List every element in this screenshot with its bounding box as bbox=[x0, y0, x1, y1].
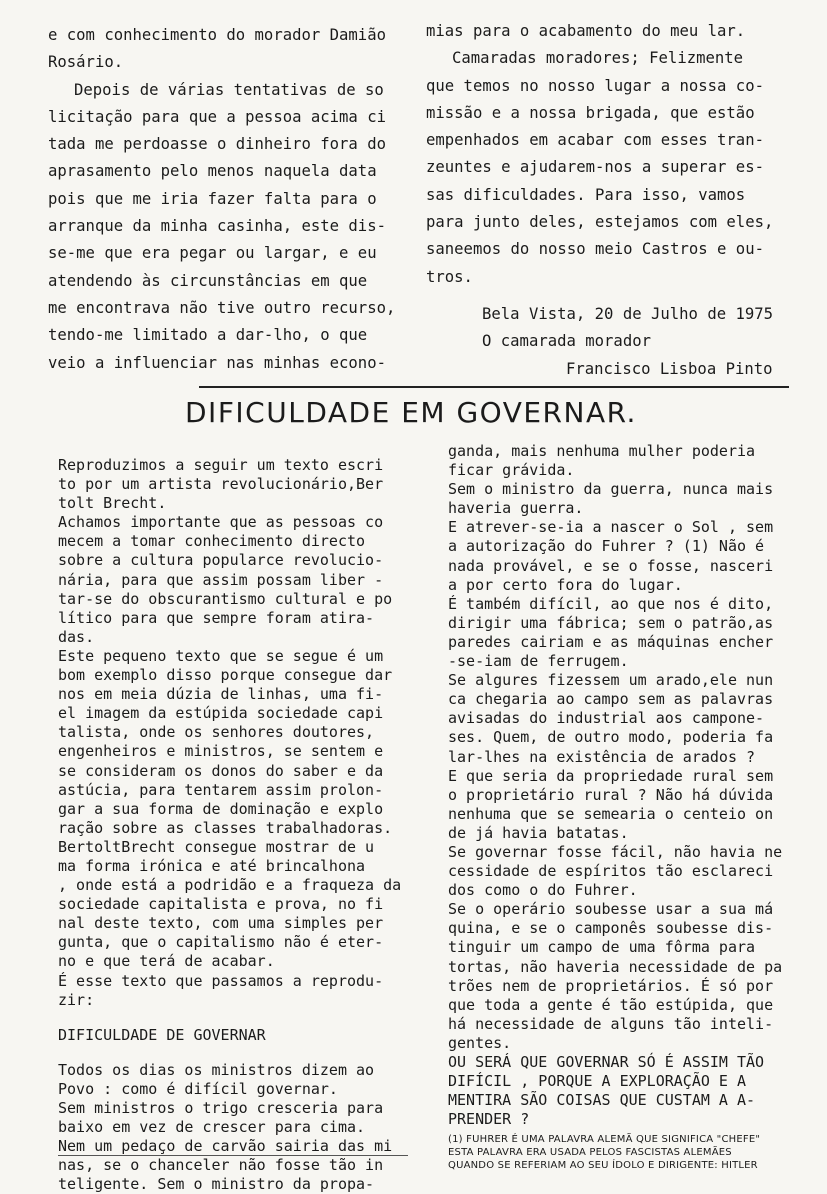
text-line: Se o operário soubesse usar a sua má bbox=[448, 900, 774, 919]
text-line: Se algures fizessem um arado,ele nun bbox=[448, 671, 774, 690]
text-line: ESTA PALAVRA ERA USADA PELOS FASCISTAS ALEMÃES bbox=[448, 1147, 732, 1159]
text-line: nos em meia dúzia de linhas, uma fi- bbox=[58, 685, 384, 704]
text-line: Depois de várias tentativas de so bbox=[74, 80, 384, 99]
text-line: me encontrava não tive outro recurso, bbox=[48, 298, 396, 317]
text-line: ração sobre as classes trabalhadoras. bbox=[58, 818, 393, 837]
text-line: saneemos do nosso meio Castros e ou- bbox=[426, 240, 764, 259]
text-line: que temos no nosso lugar a nossa co- bbox=[426, 76, 764, 95]
text-line: haveria guerra. bbox=[448, 499, 584, 518]
text-line: sobre a cultura popularce revolucio- bbox=[58, 551, 384, 570]
text-line: OU SERÁ QUE GOVERNAR SÓ É ASSIM TÃO bbox=[448, 1053, 765, 1071]
text-line: nária, para que assim possam liber - bbox=[58, 570, 384, 589]
text-line: e com conhecimento do morador Damião bbox=[48, 26, 386, 44]
article-headline: DIFICULDADE EM GOVERNAR. bbox=[185, 396, 637, 429]
text-line: ca chegaria ao campo sem as palavras bbox=[448, 690, 774, 709]
text-line: se consideram os donos do saber e da bbox=[58, 761, 384, 780]
text-line: paredes cairiam e as máquinas encher bbox=[448, 632, 774, 651]
text-line: tar-se do obscurantismo cultural e po bbox=[58, 589, 393, 608]
text-line: É esse texto que passamos a reprodu- bbox=[58, 971, 384, 990]
text-line: talista, onde os senhores doutores, bbox=[58, 723, 375, 742]
text-line: mias para o acabamento do meu lar. bbox=[426, 22, 746, 40]
text-line: Povo : como é difícil governar. bbox=[58, 1079, 338, 1098]
poem-text-right bbox=[448, 442, 808, 1053]
text-line: zeuntes e ajudarem-nos a superar es- bbox=[426, 158, 764, 177]
text-line: ficar grávida. bbox=[448, 461, 575, 480]
text-line: el imagem da estúpida sociedade capi bbox=[58, 704, 384, 723]
text-line: E atrever-se-ia a nascer o Sol , sem bbox=[448, 518, 774, 537]
letter-right-column bbox=[426, 18, 796, 383]
text-line: PRENDER ? bbox=[448, 1110, 530, 1129]
text-line: atendendo às circunstâncias em que bbox=[48, 271, 368, 290]
signer-name: Francisco Lisboa Pinto bbox=[566, 359, 773, 378]
text-line: gunta, que o capitalismo não é eter- bbox=[58, 933, 384, 952]
text-line: MENTIRA SÃO COISAS QUE CUSTAM A A- bbox=[448, 1091, 756, 1110]
text-line: QUANDO SE REFERIAM AO SEU ÍDOLO E DIRIGENTE: HITLER bbox=[448, 1160, 758, 1172]
text-line: lar-lhes na existência de arados ? bbox=[448, 747, 756, 766]
text-line: ses. Quem, de outro modo, poderia fa bbox=[448, 728, 774, 747]
text-line: para junto deles, estejamos com eles, bbox=[426, 213, 774, 232]
text-line: nal deste texto, com uma simples per bbox=[58, 914, 384, 933]
text-line: veio a influenciar nas minhas econo- bbox=[48, 353, 386, 372]
text-line: Sem o ministro da guerra, nunca mais bbox=[448, 480, 774, 499]
article-left-column bbox=[58, 456, 423, 1194]
text-line: de já havia batatas. bbox=[448, 823, 629, 842]
text-line: a por certo fora do lugar. bbox=[448, 575, 683, 594]
bottom-divider bbox=[58, 1155, 408, 1156]
text-line: Todos os dias os ministros dizem ao bbox=[58, 1060, 375, 1079]
text-line: licitação para que a pessoa acima ci bbox=[48, 107, 386, 126]
text-line: se-me que era pegar ou largar, e eu bbox=[48, 244, 377, 263]
text-line: E que seria da propriedade rural sem bbox=[448, 766, 774, 785]
text-line: BertoltBrecht consegue mostrar de u bbox=[58, 837, 375, 856]
text-line: a autorização do Fuhrer ? (1) Não é bbox=[448, 537, 765, 556]
text-line: das. bbox=[58, 627, 95, 646]
intro-paragraph-3 bbox=[58, 647, 423, 972]
text-line: o proprietário rural ? Não há dúvida bbox=[448, 785, 774, 804]
footnote bbox=[448, 1133, 808, 1172]
poem-text-left bbox=[58, 1061, 423, 1194]
text-line: engenheiros e ministros, se sentem e bbox=[58, 742, 384, 761]
text-line: tolt Brecht. bbox=[58, 494, 167, 513]
text-line: quina, e se o camponês soubesse dis- bbox=[448, 919, 774, 938]
text-line: mecem a tomar conhecimento directo bbox=[58, 532, 366, 551]
text-line: É também difícil, ao que nos é dito, bbox=[448, 594, 774, 613]
text-line: há necessidade de alguns tão inteli- bbox=[448, 1014, 774, 1033]
text-line: que toda a gente é tão estúpida, que bbox=[448, 995, 774, 1014]
letter-right-text bbox=[426, 18, 796, 291]
article-right-column bbox=[448, 442, 808, 1172]
text-line: avisadas do industrial aos campone- bbox=[448, 709, 765, 728]
text-line: ma forma irónica e até brincalhona bbox=[58, 856, 366, 875]
text-line: baixo em vez de crescer para cima. bbox=[58, 1118, 366, 1137]
poem-subheading: DIFICULDADE DE GOVERNAR bbox=[58, 1025, 266, 1044]
text-line: Nem um pedaço de carvão sairia das mi bbox=[58, 1137, 393, 1156]
text-line: aprasamento pelo menos naquela data bbox=[48, 162, 377, 181]
text-line: Reproduzimos a seguir um texto escri bbox=[58, 456, 384, 474]
text-line: zir: bbox=[58, 990, 95, 1009]
text-line: lítico para que sempre foram atira- bbox=[58, 608, 375, 627]
signoff: O camarada morador bbox=[482, 332, 651, 351]
text-line: sociedade capitalista e prova, no fi bbox=[58, 895, 384, 914]
text-line: to por um artista revolucionário,Ber bbox=[58, 475, 384, 494]
text-line: tendo-me limitado a dar-lho, o que bbox=[48, 326, 368, 345]
text-line: Este pequeno texto que se segue é um bbox=[58, 646, 384, 665]
text-line: teligente. Sem o ministro da propa- bbox=[58, 1175, 375, 1194]
text-line: no e que terá de acabar. bbox=[58, 952, 275, 971]
section-divider bbox=[199, 386, 789, 388]
intro-paragraph-2 bbox=[58, 513, 423, 647]
text-line: missão e a nossa brigada, que estão bbox=[426, 103, 755, 122]
text-line: nas, se o chanceler não fosse tão in bbox=[58, 1156, 384, 1175]
text-line: tros. bbox=[426, 267, 473, 286]
text-line: tortas, não haveria necessidade de pa bbox=[448, 957, 783, 976]
text-line: tada me perdoasse o dinheiro fora do bbox=[48, 135, 386, 154]
text-line: DIFÍCIL , PORQUE A EXPLORAÇÃO E A bbox=[448, 1072, 747, 1091]
text-line: tinguir um campo de uma fôrma para bbox=[448, 938, 756, 957]
text-line: (1) FUHRER É UMA PALAVRA ALEMÃ QUE SIGNIFICA "CHEFE" bbox=[448, 1134, 761, 1146]
text-line: trões nem de proprietários. É só por bbox=[448, 976, 774, 995]
text-line: sas dificuldades. Para isso, vamos bbox=[426, 185, 746, 204]
text-line: empenhados em acabar com esses tran- bbox=[426, 131, 764, 150]
text-line: arranque da minha casinha, este dis- bbox=[48, 217, 386, 236]
text-line: gar a sua forma de dominação e explo bbox=[58, 799, 384, 818]
text-line: nenhuma que se semearia o centeio on bbox=[448, 804, 774, 823]
text-line: cessidade de espíritos tão esclareci bbox=[448, 862, 774, 881]
text-line: Se governar fosse fácil, não havia ne bbox=[448, 842, 783, 861]
letter-left-column bbox=[48, 22, 418, 377]
place-date: Bela Vista, 20 de Julho de 1975 bbox=[482, 304, 774, 323]
text-line: Rosário. bbox=[48, 53, 124, 72]
text-line: , onde está a podridão e a fraqueza da bbox=[58, 876, 402, 895]
intro-paragraph-1 bbox=[58, 456, 423, 513]
text-line: dos como o do Fuhrer. bbox=[448, 881, 638, 900]
text-line: -se-iam de ferrugem. bbox=[448, 652, 629, 671]
text-line: dirigir uma fábrica; sem o patrão,as bbox=[448, 613, 774, 632]
text-line: nada provável, e se o fosse, nasceri bbox=[448, 556, 774, 575]
text-line: Achamos importante que as pessoas co bbox=[58, 513, 384, 532]
text-line: Sem ministros o trigo cresceria para bbox=[58, 1099, 384, 1117]
text-line: astúcia, para tentarem assim prolon- bbox=[58, 780, 384, 799]
closing-question bbox=[448, 1053, 808, 1129]
intro-paragraph-4 bbox=[58, 972, 423, 1010]
text-line: bom exemplo disso porque consegue dar bbox=[58, 666, 393, 685]
text-line: ganda, mais nenhuma mulher poderia bbox=[448, 442, 756, 460]
text-line: gentes. bbox=[448, 1033, 512, 1052]
text-line: Camaradas moradores; Felizmente bbox=[452, 49, 744, 68]
text-line: pois que me iria fazer falta para o bbox=[48, 189, 377, 208]
